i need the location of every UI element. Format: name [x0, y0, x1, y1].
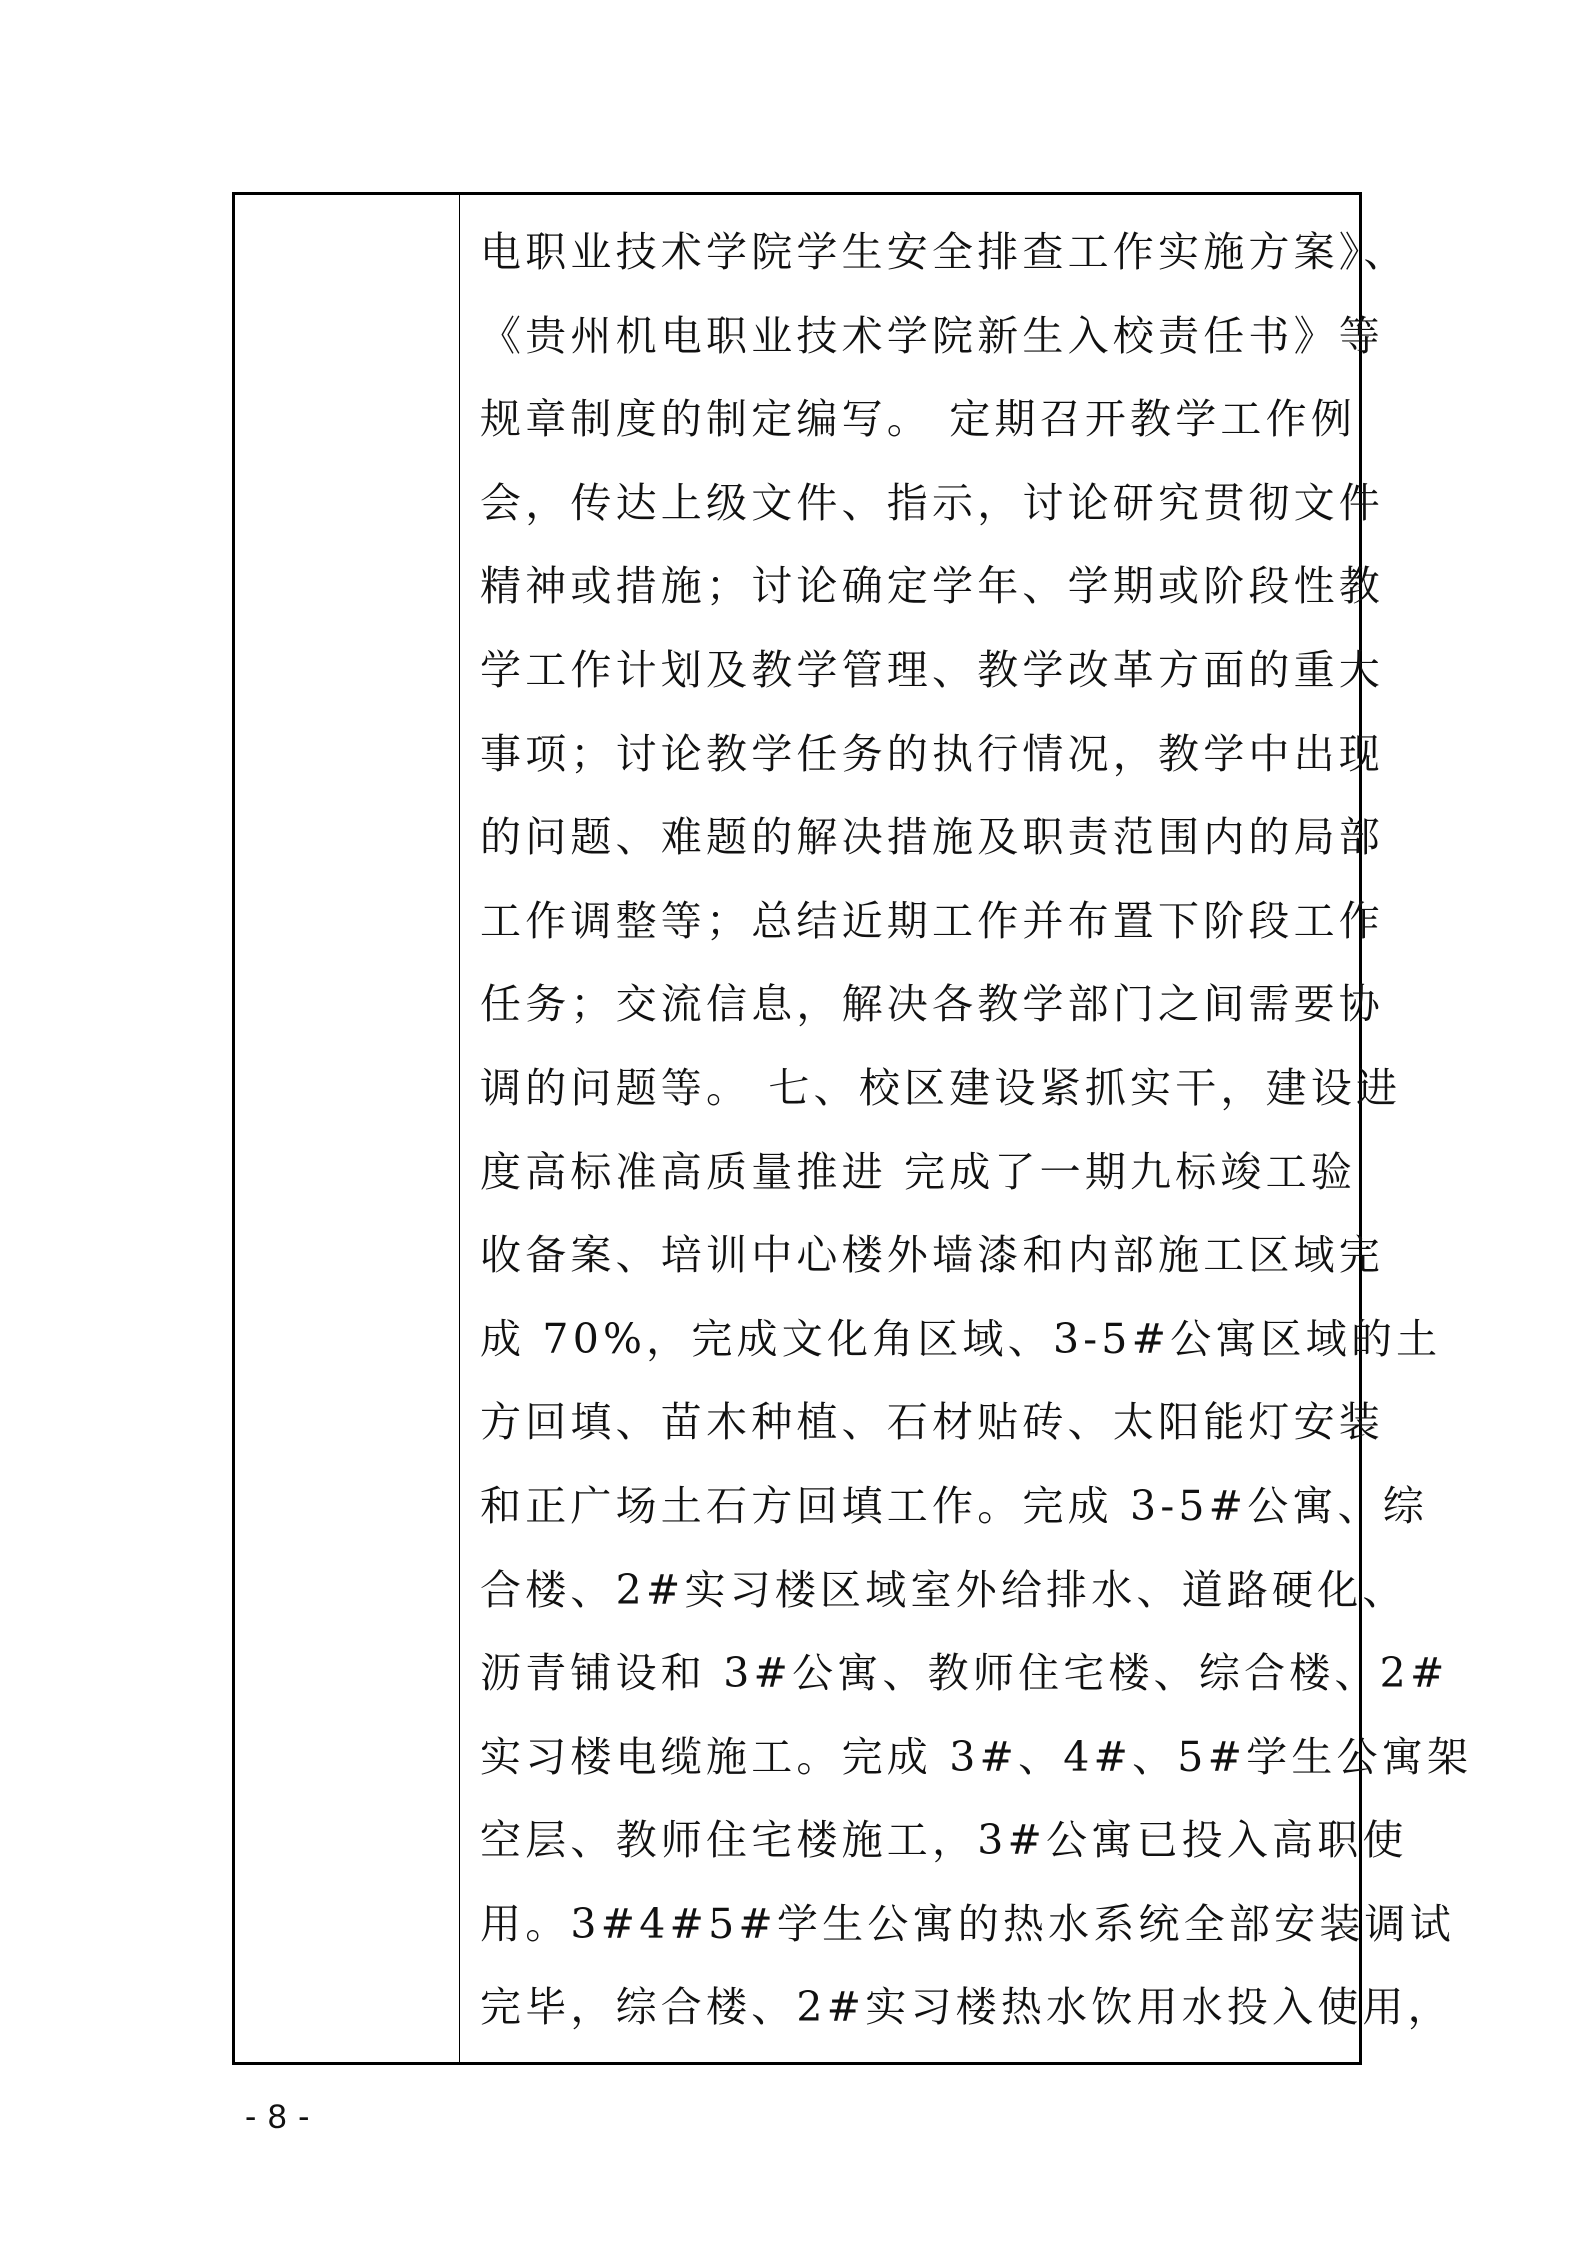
text-line: 学工作计划及教学管理、教学改革方面的重大	[480, 645, 1384, 694]
text-line: 沥青铺设和 3#公寓、教师住宅楼、综合楼、2#	[480, 1649, 1449, 1698]
text-line: 规章制度的制定编写。 定期召开教学工作例	[480, 395, 1357, 444]
table-left-cell	[235, 195, 460, 2062]
text-line: 电职业技术学院学生安全排查工作实施方案》、	[480, 228, 1409, 276]
text-line: 收备案、培训中心楼外墙漆和内部施工区域完	[480, 1231, 1384, 1280]
text-line: 方回填、苗木种植、石材贴砖、太阳能灯安装	[480, 1398, 1384, 1447]
text-line: 《贵州机电职业技术学院新生入校责任书》等	[480, 311, 1384, 360]
text-line: 成 70%，完成文化角区域、3-5#公寓区域的土	[480, 1314, 1442, 1363]
text-line: 用。3#4#5#学生公寓的热水系统全部安装调试	[480, 1899, 1455, 1948]
text-line: 度高标准高质量推进 完成了一期九标竣工验	[480, 1147, 1357, 1196]
text-line: 工作调整等；总结近期工作并布置下阶段工作	[480, 896, 1384, 945]
text-line: 事项；讨论教学任务的执行情况，教学中出现	[480, 729, 1384, 778]
text-line: 空层、教师住宅楼施工，3#公寓已投入高职使	[480, 1816, 1408, 1865]
table-right-cell	[462, 195, 1473, 2062]
text-line: 的问题、难题的解决措施及职责范围内的局部	[480, 813, 1384, 862]
text-line: 精神或措施；讨论确定学年、学期或阶段性教	[480, 562, 1384, 611]
text-line: 合楼、2#实习楼区域室外给排水、道路硬化、	[480, 1565, 1408, 1614]
page-number: - 8 -	[245, 2098, 311, 2136]
text-line: 任务；交流信息，解决各教学部门之间需要协	[480, 980, 1384, 1029]
text-line: 调的问题等。 七、校区建设紧抓实干，建设进	[480, 1063, 1402, 1112]
content-table	[232, 192, 1473, 2065]
text-line: 实习楼电缆施工。完成 3#、4#、5#学生公寓架	[480, 1732, 1473, 1781]
text-line: 会，传达上级文件、指示，讨论研究贯彻文件	[480, 478, 1384, 527]
text-line: 和正广场土石方回填工作。完成 3-5#公寓、综	[480, 1481, 1429, 1530]
text-line: 完毕，综合楼、2#实习楼热水饮用水投入使用，	[480, 1983, 1453, 2032]
